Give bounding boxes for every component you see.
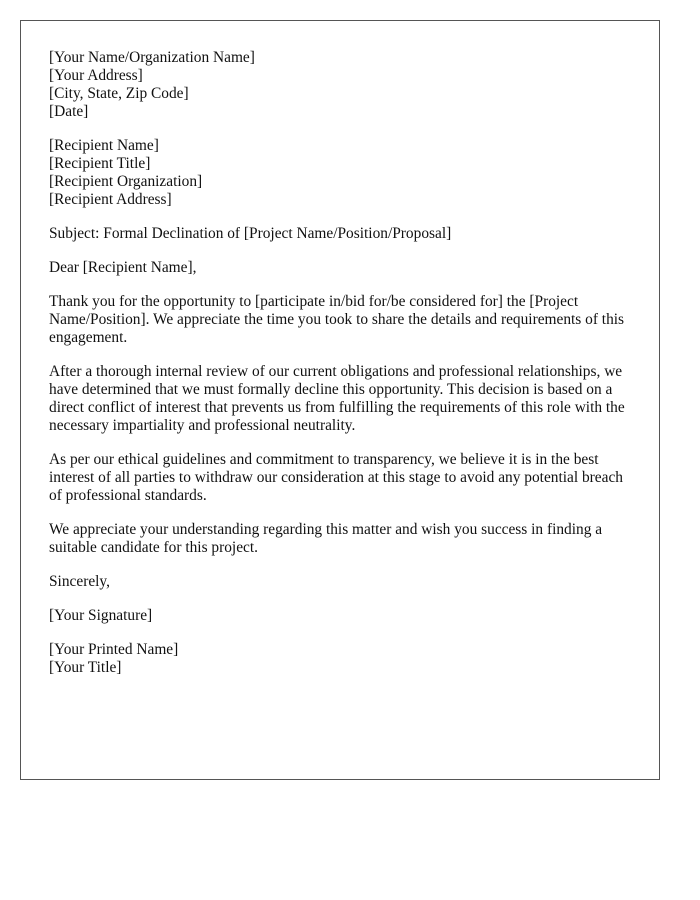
- body-paragraph: We appreciate your understanding regarding this matter and wish you success in finding a suitable candidate for this project.: [49, 521, 603, 556]
- sender-block: [49, 49, 633, 121]
- recipient-title: [Recipient Title]: [49, 155, 151, 172]
- printed-name: [Your Printed Name]: [49, 641, 179, 658]
- letter-body: [49, 49, 633, 693]
- letter-date: [Date]: [49, 103, 89, 120]
- sender-name: [Your Name/Organization Name]: [49, 49, 255, 66]
- body-paragraph: After a thorough internal review of our current obligations and professional relationships, we have determined that we must formally decline this opportunity. This decision is based on a direct conflict of interest that prevents us from fulfilling the requirements of this role with the necessary impartiality and professional neutrality.: [49, 363, 625, 434]
- body-paragraph: Thank you for the opportunity to [participate in/bid for/be considered for] the [Project Name/Position]. We appreciate the time you took to share the details and requirements of this engagement.: [49, 293, 625, 346]
- sender-city-state-zip: [City, State, Zip Code]: [49, 85, 189, 102]
- signer-title: [Your Title]: [49, 659, 122, 676]
- recipient-name: [Recipient Name]: [49, 137, 159, 154]
- recipient-block: [49, 137, 633, 209]
- signer-block: [49, 641, 633, 677]
- recipient-organization: [Recipient Organization]: [49, 173, 203, 190]
- body-paragraph: As per our ethical guidelines and commitment to transparency, we believe it is in the best interest of all parties to withdraw our consideration at this stage to avoid any potential breach of professional standards.: [49, 451, 623, 504]
- salutation: Dear [Recipient Name],: [49, 259, 197, 276]
- sender-address: [Your Address]: [49, 67, 143, 84]
- letter-page: [20, 20, 660, 780]
- recipient-address: [Recipient Address]: [49, 191, 172, 208]
- signature: [Your Signature]: [49, 607, 153, 624]
- subject-line: Subject: Formal Declination of [Project Name/Position/Proposal]: [49, 225, 452, 242]
- closing: Sincerely,: [49, 573, 110, 590]
